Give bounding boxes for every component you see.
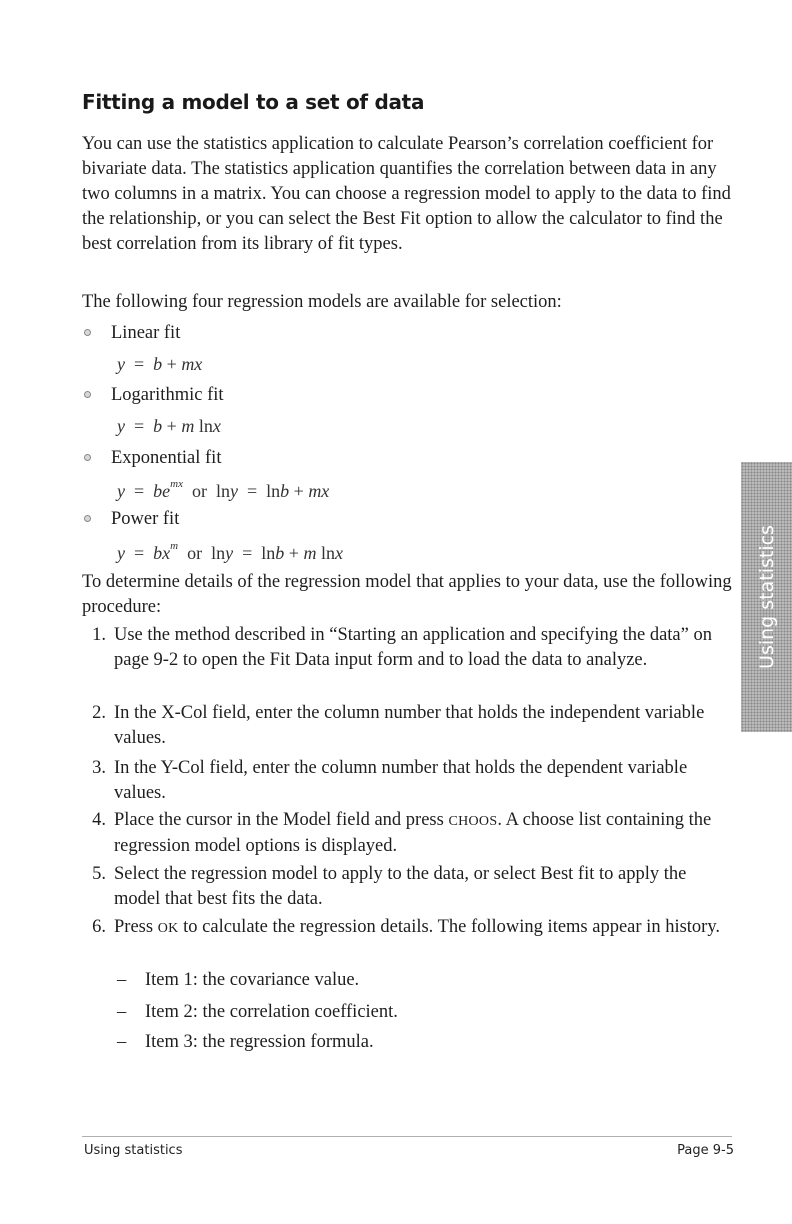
footer-section: Using statistics (84, 1143, 183, 1158)
formula-linear: y = b + mx (117, 354, 203, 374)
bullet-icon (84, 515, 91, 522)
model-name: Linear fit (111, 323, 181, 343)
procedure-intro: To determine details of the regression model that applies to your data, use the following procedure: (82, 572, 732, 617)
chapter-tab (741, 462, 792, 732)
chapter-tab-label: Using statistics (755, 525, 778, 669)
formula-power: $y = bx^m$ or lny = lnb + m lnx (117, 540, 343, 563)
step-text: Use the method described in “Starting an application and specifying the data” on page 9-2 to open the Fit Data input form and to load the data to analyze. (114, 625, 712, 670)
step-number: 6. (92, 917, 106, 937)
formula-or: or (191, 481, 207, 501)
formula-logarithmic: y = b + m lnx (117, 416, 221, 436)
step-text: In the X-Col field, enter the column number that holds the independent variable values. (114, 703, 705, 748)
step-text: In the Y-Col field, enter the column number that holds the dependent variable values. (114, 758, 688, 803)
page-title: Fitting a model to a set of data (82, 90, 425, 114)
bullet-icon (84, 391, 91, 398)
step-number: 1. (92, 625, 106, 645)
models-intro: The following four regression models are available for selection: (82, 292, 562, 312)
model-name: Logarithmic fit (111, 385, 224, 405)
formula-or: or (187, 543, 203, 563)
step-text: Press OK to calculate the regression details. The following items appear in history. (114, 917, 721, 937)
footer-divider (82, 1136, 732, 1137)
step-number: 5. (92, 864, 106, 884)
model-name: Power fit (111, 509, 180, 529)
step-number: 3. (92, 758, 106, 778)
choos-key-label: CHOOS (448, 814, 498, 829)
bullet-icon (84, 329, 91, 336)
model-name: Exponential fit (111, 448, 222, 468)
step-number: 2. (92, 703, 106, 723)
ok-key-label: OK (157, 921, 179, 936)
step-text: Select the regression model to apply to the data, or select Best fit to apply the model that best fits the data. (114, 864, 687, 909)
step-number: 4. (92, 810, 106, 830)
intro-paragraph: You can use the statistics application to calculate Pearson’s correlation coefficient for bivariate data. The statistics application quantifies the correlation between data in any two columns in a matrix. You can choose a regression model to apply to the data to find the relationship, or you can select the Best Fit option to allow the calculator to find the best correlation from its library of fit types. (82, 134, 731, 254)
formula-exponential: $y = be^{mx}$ or lny = lnb + mx (117, 478, 330, 501)
footer-page-number: Page 9-5 (677, 1143, 734, 1158)
bullet-icon (84, 454, 91, 461)
step-text: Place the cursor in the Model field and press CHOOS. A choose list containing the regression model options is displayed. (114, 810, 712, 856)
